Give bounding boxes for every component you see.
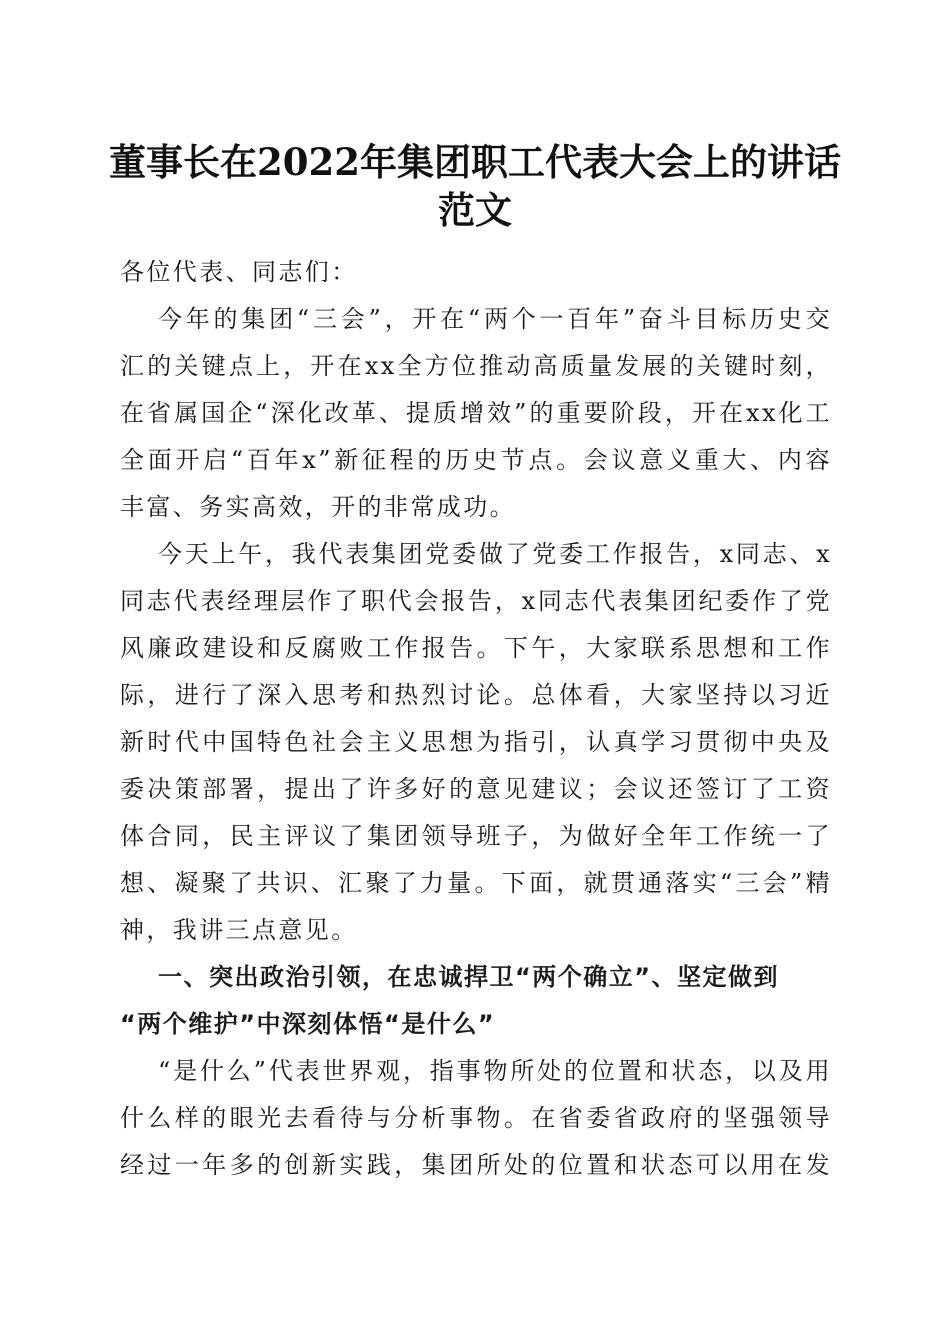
paragraph-line: 今年的集团“三会”，开在“两个一百年”奋斗目标历史交: [158, 305, 832, 333]
salutation: 各位代表、同志们：: [120, 258, 358, 286]
paragraph-2: [120, 534, 832, 950]
paragraph-1: [120, 299, 832, 527]
paragraph-line: 体合同，民主评议了集团领导班子，为做好全年工作统一了: [120, 822, 832, 850]
paragraph-line: 丰富、务实高效，开的非常成功。: [120, 493, 516, 521]
paragraph-line: 际，进行了深入思考和热烈讨论。总体看，大家坚持以习近: [120, 681, 832, 709]
paragraph-line: 风廉政建设和反腐败工作报告。下午，大家联系思想和工作: [120, 634, 832, 662]
paragraph-line: 想、凝聚了共识、汇聚了力量。下面，就贯通落实“三会”精: [120, 869, 832, 897]
paragraph-line: 在省属国企“深化改革、提质增效”的重要阶段，开在xx化工: [120, 399, 832, 427]
title-line-1: 董事长在2022年集团职工代表大会上的讲话: [109, 140, 841, 184]
heading-line: “两个维护”中深刻体悟“是什么”: [120, 1010, 496, 1038]
paragraph-line: 同志代表经理层作了职代会报告，x同志代表集团纪委作了党: [120, 587, 832, 615]
paragraph-line: 什么样的眼光去看待与分析事物。在省委省政府的坚强领导: [120, 1104, 832, 1132]
paragraph-line: 全面开启“百年x”新征程的历史节点。会议意义重大、内容: [120, 446, 832, 474]
paragraph-line: 委决策部署，提出了许多好的意见建议；会议还签订了工资: [120, 775, 832, 803]
title-line-2: 范文: [438, 188, 512, 232]
paragraph-line: 汇的关键点上，开在xx全方位推动高质量发展的关键时刻，: [120, 352, 832, 380]
paragraph-3: [120, 1051, 832, 1185]
paragraph-line: 神，我讲三点意见。: [120, 916, 358, 944]
section-heading-1: [120, 957, 832, 1044]
heading-line: 一、突出政治引领，在忠诚捍卫“两个确立”、坚定做到: [158, 963, 780, 991]
paragraph-line: 经过一年多的创新实践，集团所处的位置和状态可以用在发: [120, 1151, 832, 1179]
document-body: [120, 252, 832, 1192]
paragraph-line: 新时代中国特色社会主义思想为指引，认真学习贯彻中央及: [120, 728, 832, 756]
paragraph-line: 今天上午，我代表集团党委做了党委工作报告，x同志、x: [158, 540, 832, 568]
document-title: [100, 138, 850, 234]
paragraph-line: “是什么”代表世界观，指事物所处的位置和状态，以及用: [158, 1057, 832, 1085]
